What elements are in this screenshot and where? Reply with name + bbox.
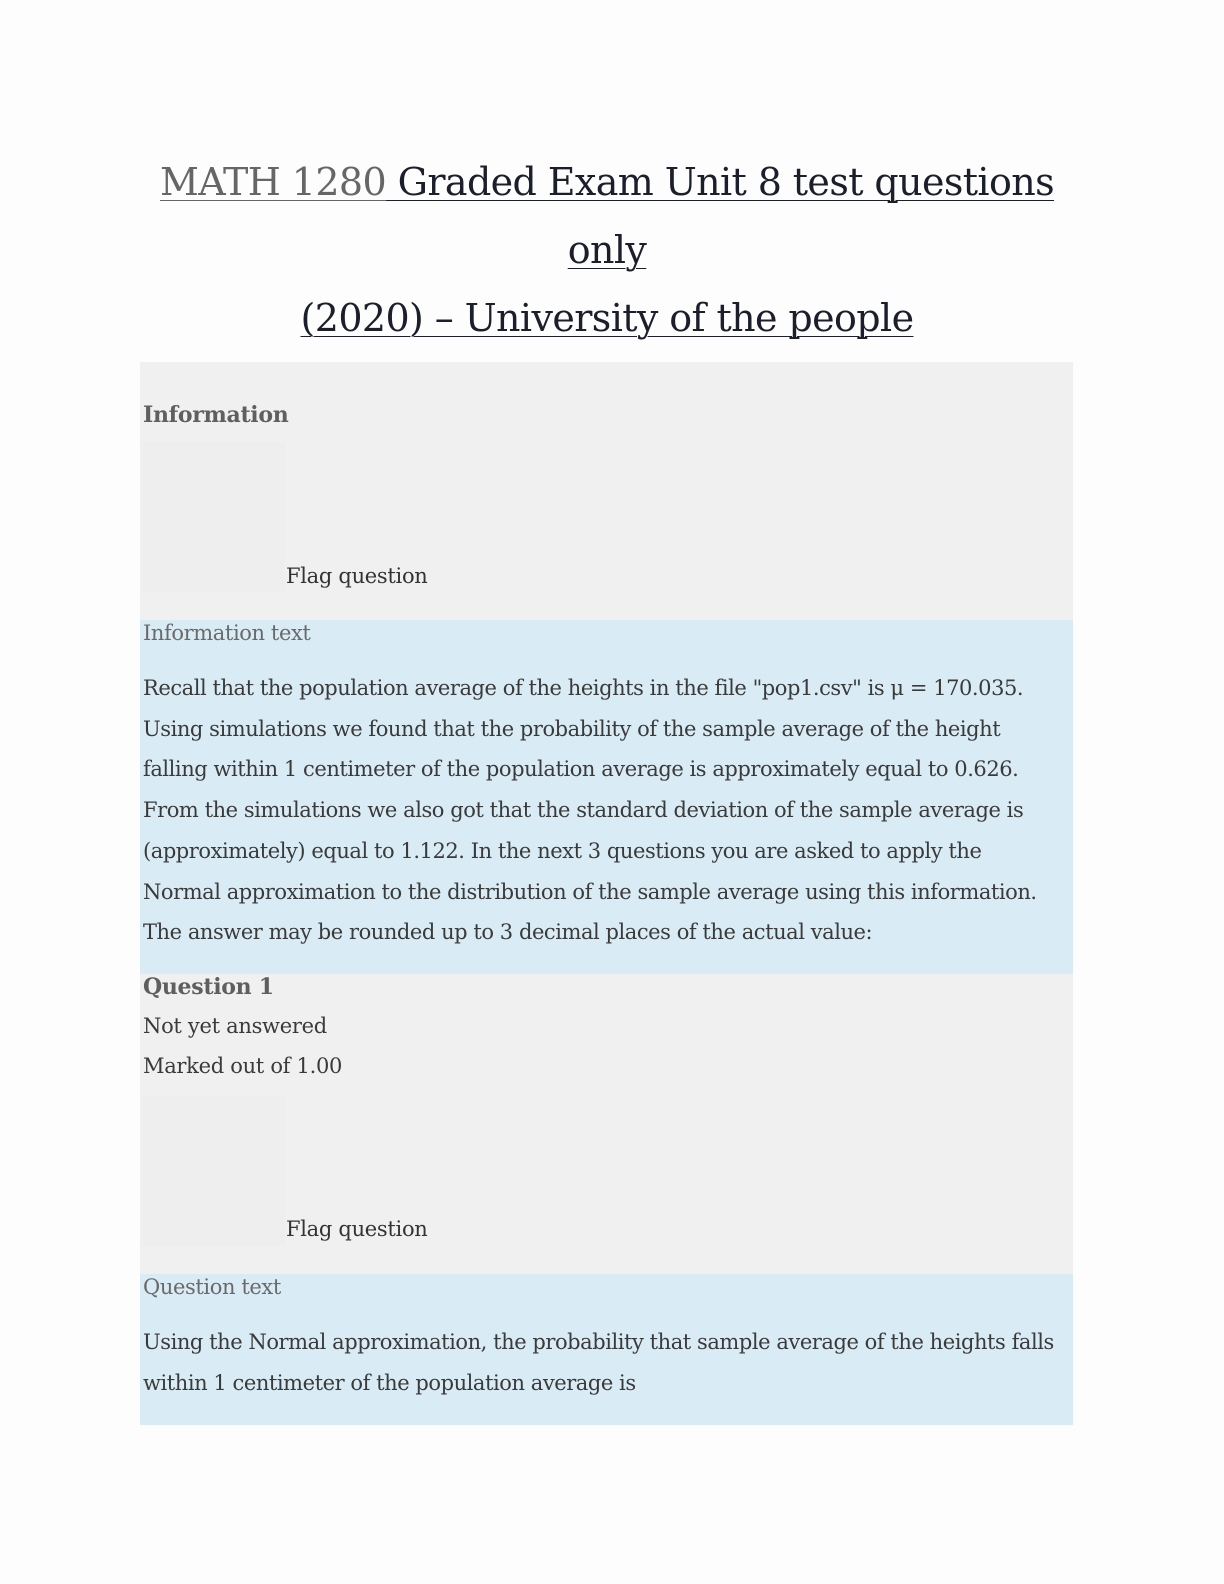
question-1-heading: Question 1 xyxy=(143,974,274,1000)
title-rest-link[interactable] xyxy=(301,160,1055,340)
question-1-body: Using the Normal approximation, the probability that sample average of the heights falls within 1 centimeter of the population average is xyxy=(143,1330,1054,1395)
information-text-panel xyxy=(140,620,1073,974)
title-line2-text: (2020) – University of the people xyxy=(300,296,914,340)
question-1-status: Not yet answered xyxy=(143,1014,327,1038)
question-1-marks: Marked out of 1.00 xyxy=(143,1054,343,1078)
question-1-flag-question[interactable]: Flag question xyxy=(286,1217,428,1241)
title-line1-text: Graded Exam Unit 8 test questions only xyxy=(386,160,1055,272)
quiz-content xyxy=(140,362,1073,1425)
information-info-panel xyxy=(140,362,1073,620)
question-1-info-panel xyxy=(140,974,1073,1274)
information-body: Recall that the population average of the heights in the file "pop1.csv" is μ = 170.035. Using simulations we found that the probability of the sample average of the height falling within 1 centimeter of the population average is approximately equal to 0.626. From the simulations we also got that the standard deviation of the sample average is (approximately) equal to 1.122. In the next 3 questions you are asked to apply the Normal approximation to the distribution of the sample average using this information. The answer may be rounded up to 3 decimal places of the actual value: xyxy=(143,676,1037,945)
question-1-text-panel xyxy=(140,1274,1073,1425)
document-title xyxy=(130,148,1084,352)
flag-icon-placeholder xyxy=(143,442,285,592)
title-course-link[interactable]: MATH 1280 xyxy=(159,160,387,204)
information-heading: Information xyxy=(143,402,289,428)
information-text-label: Information text xyxy=(143,621,311,645)
flag-icon-placeholder xyxy=(143,1096,285,1246)
information-flag-question[interactable]: Flag question xyxy=(286,564,428,588)
question-1-text-label: Question text xyxy=(143,1275,281,1299)
